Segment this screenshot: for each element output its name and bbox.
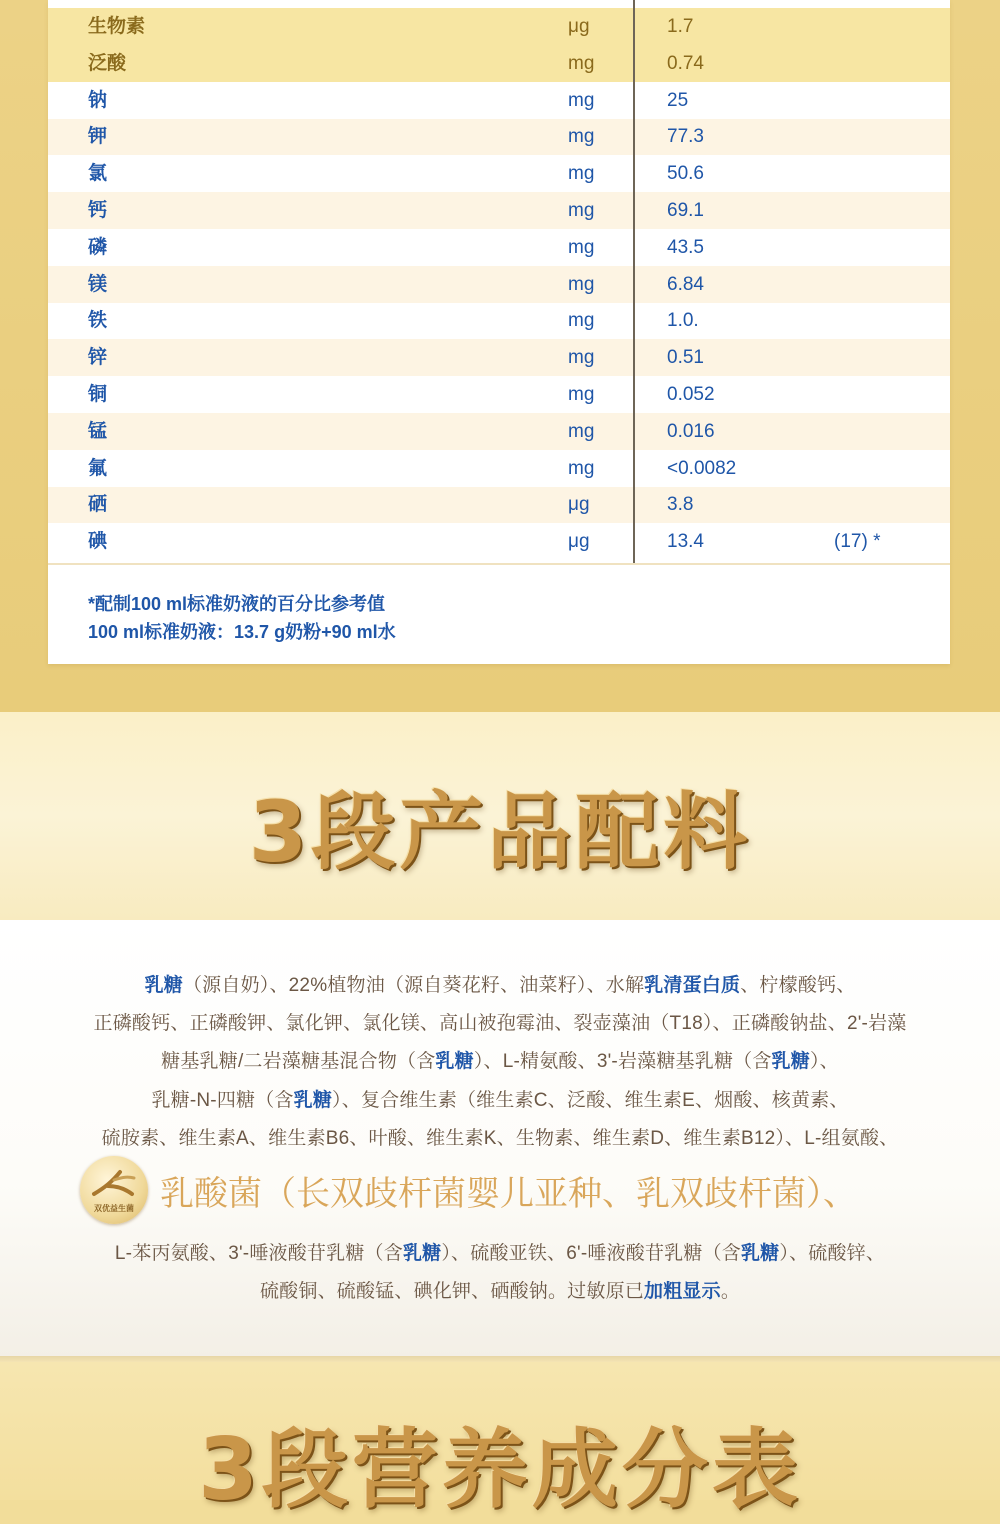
ingredient-text: 、柠檬酸钙、 (740, 975, 856, 996)
nutrient-value: 77.3 (667, 126, 704, 148)
section-title-nutrition: 3段营养成分表 (198, 1420, 802, 1520)
nutrient-name: 氟 (88, 457, 108, 479)
footnote-line-1: *配制100 ml标准奶液的百分比参考值 (88, 594, 386, 614)
nutrition-row (48, 8, 950, 45)
nutrient-value: 6.84 (667, 273, 704, 295)
nutrient-name: 锰 (88, 420, 108, 442)
allergen-text: 乳糖 (402, 1243, 442, 1264)
ingredient-text: 。 (720, 1281, 741, 1302)
probiotic-badge-icon (80, 1156, 148, 1224)
nutrient-value: 1.0. (667, 310, 699, 332)
nutrient-name: 碘 (88, 531, 108, 553)
table-footnote (88, 590, 908, 646)
nutrient-value: 0.016 (667, 420, 715, 442)
nutrient-name: 泛酸 (88, 52, 127, 74)
ingredient-text: 糖基乳糖/二岩藻糖基混合物（含 (161, 1051, 436, 1072)
nutrient-unit: mg (568, 384, 595, 405)
nutrition-row (48, 302, 950, 339)
ingredient-text: ）、L-精氨酸、3'-岩藻糖基乳糖（含 (473, 1051, 772, 1072)
nutrient-value: 1.7 (667, 16, 694, 37)
nutrient-unit: μg (568, 531, 590, 553)
nutrient-name: 镁 (88, 273, 108, 295)
nutrient-name: 铁 (88, 310, 108, 332)
ingredients-line (0, 1046, 1000, 1073)
nutrient-name: 氯 (88, 163, 108, 185)
nutrient-unit: μg (568, 16, 590, 37)
nutrition-row (48, 82, 950, 119)
ingredient-text: ）、硫酸锌、 (779, 1243, 886, 1264)
nutrient-value: <0.0082 (667, 457, 737, 479)
nutrition-row (48, 45, 950, 82)
nutrient-unit: mg (568, 273, 595, 295)
ingredient-text: ）、复合维生素（维生素C、泛酸、维生素E、烟酸、核黄素、 (332, 1090, 849, 1111)
allergen-text: 乳糖 (771, 1051, 810, 1072)
nutrition-row (48, 413, 950, 450)
allergen-text: 加粗显示 (644, 1281, 721, 1302)
nutrition-section (0, 0, 1000, 712)
nutrient-unit: mg (568, 200, 595, 221)
ingredients-line (0, 1238, 1000, 1265)
nutrient-unit: mg (568, 236, 595, 258)
nutrient-value: 69.1 (667, 200, 704, 221)
ingredient-text: L-苯丙氨酸、3'-唾液酸苷乳糖（含 (114, 1243, 403, 1264)
nutrition-row (48, 486, 950, 523)
nutrient-value: 13.4 (667, 531, 704, 553)
ingredients-line (0, 970, 1000, 997)
section-title-ingredients: 3段产品配料 (248, 783, 752, 881)
nutrition-table (48, 0, 950, 664)
nutrition-row (48, 229, 950, 266)
ingredient-text: ）、 (809, 1051, 839, 1072)
nutrient-unit: mg (568, 126, 595, 148)
ingredient-text: ）、硫酸亚铁、6'-唾液酸苷乳糖（含 (441, 1243, 741, 1264)
nutrient-name: 磷 (88, 236, 108, 258)
nutrient-unit: μg (568, 494, 590, 516)
nutrient-name: 钠 (88, 89, 108, 111)
badge-label: 双优益生菌 (94, 1204, 134, 1213)
nutrition-row (48, 192, 950, 229)
nutrient-unit: mg (568, 163, 595, 185)
nutrition-row (48, 450, 950, 487)
nutrient-unit: mg (568, 89, 595, 111)
nutrient-unit: mg (568, 310, 595, 332)
allergen-text: 乳糖 (144, 975, 183, 996)
nutrient-name: 钙 (88, 200, 108, 221)
ingredients-line (0, 1123, 1000, 1150)
nutrient-value: 0.51 (667, 347, 704, 369)
ingredients-line (0, 1008, 1000, 1035)
ingredient-text: 硫酸铜、硫酸锰、碘化钾、硒酸钠。过敏原已 (259, 1281, 644, 1302)
ingredient-text: 乳糖-N-四糖（含 (151, 1090, 294, 1111)
ingredient-text: （源自奶）、22%植物油（源自葵花籽、油菜籽）、水解 (182, 975, 645, 996)
nutrient-unit: mg (568, 347, 595, 369)
nutrition-row (48, 376, 950, 413)
ingredient-text: 正磷酸钙、正磷酸钾、氯化钾、氯化镁、高山被孢霉油、裂壶藻油（T18）、正磷酸钠盐、2'-岩藻 (93, 1013, 907, 1034)
nutrient-name: 锌 (88, 347, 108, 369)
nutrient-value: 0.052 (667, 384, 715, 405)
nutrient-value: 3.8 (667, 494, 694, 516)
nutrition-row (48, 118, 950, 155)
column-divider (633, 0, 635, 563)
nutrient-name: 铜 (88, 384, 108, 405)
nutrient-value: 0.74 (667, 52, 704, 74)
nutrition-row (48, 155, 950, 192)
nutrient-name: 生物素 (88, 16, 146, 37)
probiotic-ingredient: 乳酸菌（长双歧杆菌婴儿亚种、乳双歧杆菌）、 (160, 1174, 857, 1214)
nutrient-name: 硒 (88, 494, 108, 516)
nutrient-unit: mg (568, 457, 595, 479)
allergen-text: 乳糖 (740, 1243, 780, 1264)
allergen-text: 乳清蛋白质 (644, 975, 741, 996)
nutrient-unit: mg (568, 420, 595, 442)
row-divider (48, 563, 950, 565)
bifidobacteria-icon (90, 1164, 138, 1202)
allergen-text: 乳糖 (435, 1051, 474, 1072)
nutrition-row (48, 266, 950, 303)
nutrient-value: 43.5 (667, 236, 704, 258)
ingredients-line (0, 1276, 1000, 1303)
nutrition-row (48, 523, 950, 560)
allergen-text: 乳糖 (293, 1090, 333, 1111)
nutrient-value: 50.6 (667, 163, 704, 185)
nutrient-unit: mg (568, 52, 595, 74)
nutrition-row (48, 339, 950, 376)
footnote-line-2: 100 ml标准奶液：13.7 g奶粉+90 ml水 (88, 622, 396, 642)
ingredient-text: 硫胺素、维生素A、维生素B6、叶酸、维生素K、生物素、维生素D、维生素B12）、L-组氨酸、 (101, 1128, 899, 1149)
nutrient-value: 25 (667, 89, 689, 111)
ingredients-line (0, 1085, 1000, 1112)
nutrient-percent: (17) * (834, 531, 881, 553)
nutrient-name: 钾 (88, 126, 108, 148)
